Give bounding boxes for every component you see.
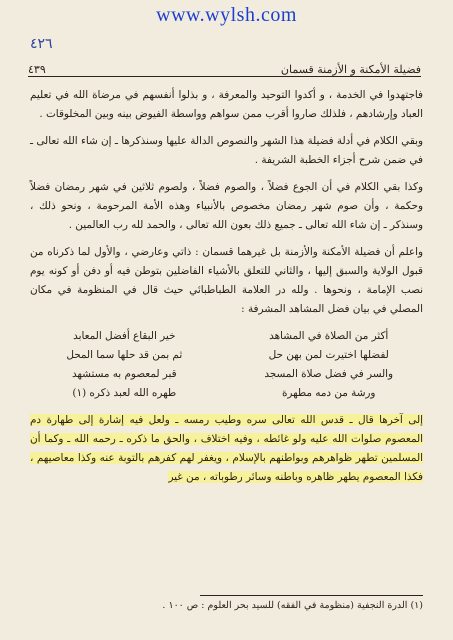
poem-hemistich-right: أكثر من الصلاة في المشاهد [269, 330, 389, 342]
poem-verse [30, 384, 423, 403]
poem-hemistich-right: والسر في فضل صلاة المسجد [264, 368, 394, 380]
poem-verse [30, 346, 423, 365]
poem-hemistich-right: لفضلها اختيرت لمن بهن حل [268, 349, 389, 361]
paragraph: وكذا بقي الكلام في أن الجوع فضلاً ، والصوم فضلاً ، ولصوم ثلاثين في شهر رمضان فضلاً وحكمة ، وأن صوم شهر رمضان مخصوص بالأنبياء وهذه الأمة المرحومة ، ونحو ذلك ، وسنذكر ـ إن شاء الله تعالى ـ جميع ذلك بعون الله تعالى ، والحمد لله رب العالمين . [30, 181, 423, 231]
poem-hemistich-left: طهره الله لعبد ذكره (١) [72, 387, 177, 399]
handwritten-page-number: ٤٢٦ [30, 36, 53, 52]
paragraph: واعلم أن فضيلة الأمكنة والأزمنة بل غيرهما قسمان : ذاتي وعارضي ، والأول لما ذكرناه من قبول الولاية والسبق إليها ، والثاني للتعلق بالأشياء الفاضلين بتوطن فيه أو دفن أو كونه يوم نصب الإمامة ، ونحوها . ولله در العلامة الطباطبائي حيث قال في المنظومة في مكان المصلي في بيان فضل المشاهد المشرفة : [30, 246, 423, 315]
poem-hemistich-right: ورشة من دمه مطهرة [281, 387, 376, 399]
paragraph: وبقي الكلام في أدلة فضيلة هذا الشهر والنصوص الدالة عليها وسنذكرها ـ إن شاء الله تعالى ـ في ضمن شرح أجزاء الخطبة الشريفة . [30, 135, 423, 166]
highlight-text: إلى آخرها قال ـ قدس الله تعالى سره وطيب رمسه ـ ولعل فيه إشارة إلى طهارة دم المعصوم صلوات الله عليه ولو غائطه ، وفيه اختلاف ، والحق ما ذكره ـ رحمه الله ـ وكما أن المسلمين تطهر ظواهرهم وبواطنهم بالإسلام ، ويغفر لهم كفرهم بالتوبة عنه وكذا معاصيهم ، فكذا المعصوم يطهر ظاهره وباطنه وسائر رطوباته ، من غير [30, 414, 423, 483]
paragraph: فاجتهدوا في الخدمة ، و أكدوا التوحيد والمعرفة ، و بذلوا أنفسهم في مرضاة الله في تعليم العباد وإرشادهم ، فلذلك صاروا أقرب ممن سواهم وواسطة الفيوض بينه وبين المخلوقات . [30, 89, 423, 120]
watermark: www.wylsh.com [156, 4, 297, 26]
poem-hemistich-left: ثم بمن قد حلها سما المحل [66, 349, 183, 361]
header-title: فضيلة الأمكنة و الأزمنة قسمان [280, 63, 421, 76]
running-header [28, 56, 421, 77]
poem-block [30, 327, 423, 403]
poem-hemistich-left: خير البقاع أفضل المعابد [73, 330, 176, 342]
poem-verse [30, 365, 423, 384]
footnote-divider [200, 595, 423, 596]
poem-verse [30, 327, 423, 346]
footnote: (١) الدرة النجفية (منظومة في الفقه) للسيد بحر العلوم : ص ١٠٠ . [162, 600, 423, 611]
poem-hemistich-left: قبر لمعصوم به مستشهد [71, 368, 177, 380]
body-text [30, 86, 423, 495]
page-number: ٤٣٩ [28, 63, 46, 76]
highlighted-paragraph [30, 411, 423, 487]
